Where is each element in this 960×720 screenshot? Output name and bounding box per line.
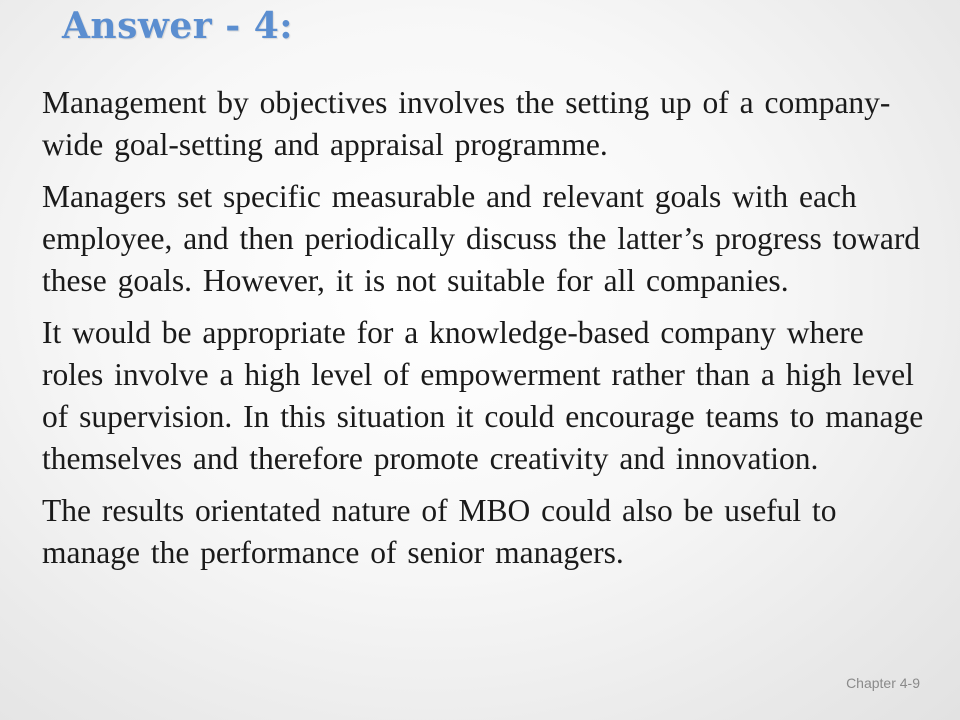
body-paragraph-4: The results orientated nature of MBO could also be useful to manage the performance of senior managers. (42, 493, 837, 570)
body-paragraph-3: It would be appropriate for a knowledge-based company where roles involve a high level of empowerment rather than a high level of supervision. In this situation it could encourage teams to manage themselves and therefore promote creativity and innovation. (42, 315, 924, 476)
slide-body (42, 82, 927, 584)
body-paragraph-1: Management by objectives involves the setting up of a company-wide goal-setting and appraisal programme. (42, 85, 891, 162)
slide-footer-chapter: Chapter 4-9 (846, 675, 920, 691)
slide-title: Answer - 4: (62, 5, 294, 47)
body-paragraph-2: Managers set specific measurable and relevant goals with each employee, and then periodically discuss the latter’s progress toward these goals. However, it is not suitable for all companies. (42, 179, 921, 298)
